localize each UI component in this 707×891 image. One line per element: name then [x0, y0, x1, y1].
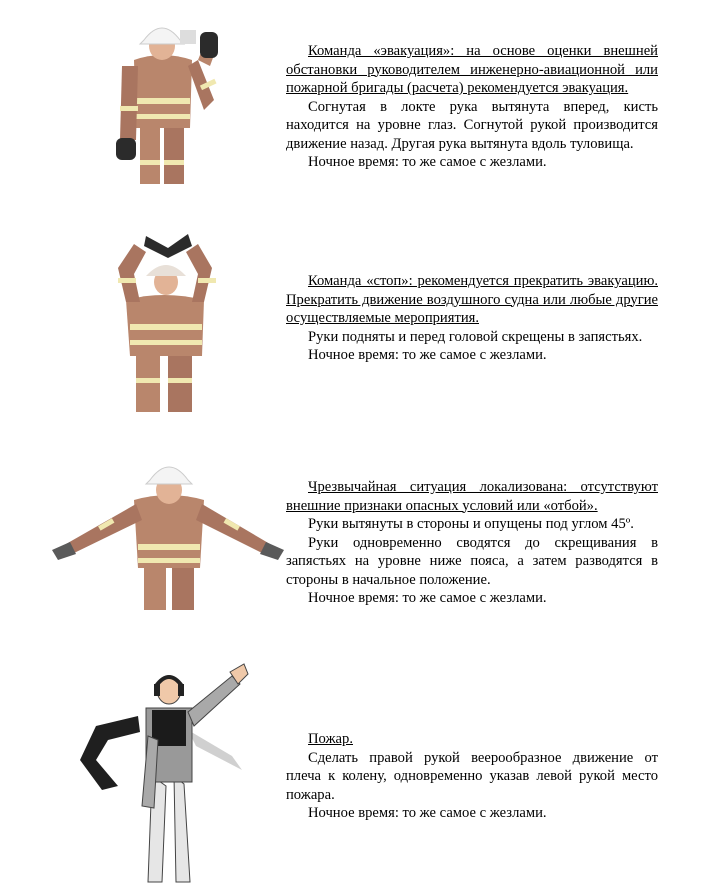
figure-fire-signal — [72, 656, 256, 888]
section-stop — [286, 272, 658, 365]
section-paragraph: Ночное время: то же самое с жезлами. — [308, 347, 547, 363]
person-fire-signal-icon — [72, 656, 256, 888]
section-paragraph: Ночное время: то же самое с жезлами. — [308, 154, 547, 170]
firefighter-stop-icon — [112, 228, 222, 414]
firefighter-all-clear-icon — [52, 450, 284, 612]
section-evacuation — [286, 42, 658, 172]
section-paragraph: Ночное время: то же самое с жезлами. — [308, 590, 547, 606]
figure-stop-signal — [112, 228, 222, 414]
section-heading: Пожар. — [308, 731, 353, 747]
section-heading: Команда «стоп»: рекомендуется прекратить эвакуацию. Прекратить движение воздушного судна или любые другие осуществляемые мероприятия. — [286, 273, 658, 326]
firefighter-evacuation-icon — [100, 10, 230, 190]
section-paragraph: Ночное время: то же самое с жезлами. — [308, 805, 547, 821]
figure-all-clear-signal — [52, 450, 284, 612]
section-paragraph: Руки одновременно сводятся до скрещивания в запястьях на уровне ниже пояса, а затем разводятся в стороны в начальное положение. — [286, 534, 658, 588]
section-paragraph: Согнутая в локте рука вытянута вперед, кисть находится на уровне глаз. Согнутой рукой производится движение назад. Другая рука вытянута вдоль туловища. — [286, 98, 658, 152]
section-heading: Чрезвычайная ситуация локализована: отсутствуют внешние признаки опасных условий или «отбой». — [286, 479, 658, 514]
section-paragraph: Руки вытянуты в стороны и опущены под углом 45º. — [308, 516, 634, 532]
section-paragraph: Сделать правой рукой веерообразное движение от плеча к колену, одновременно указав левой рукой место пожара. — [286, 749, 658, 803]
section-all-clear — [286, 478, 658, 608]
section-paragraph: Руки подняты и перед головой скрещены в запястьях. — [308, 328, 643, 345]
figure-evacuation-signal — [100, 10, 230, 190]
section-heading: Команда «эвакуация»: на основе оценки внешней обстановки руководителем инженерно-авиационной или пожарной бригады (расчета) рекомендуется эвакуация. — [286, 43, 658, 96]
section-fire — [286, 730, 658, 823]
